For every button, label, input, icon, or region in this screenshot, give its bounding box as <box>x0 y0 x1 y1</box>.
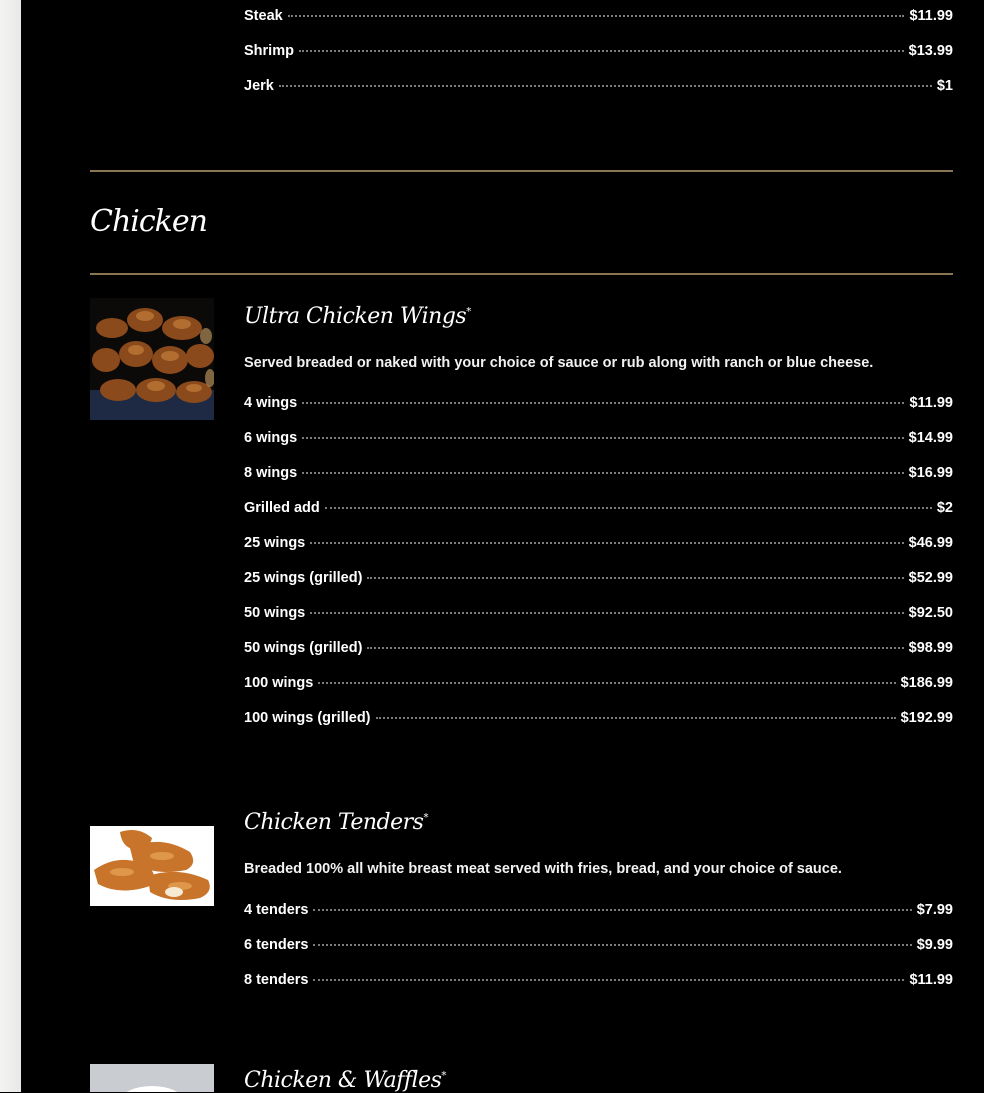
menu-row <box>244 674 953 692</box>
menu-row <box>244 499 953 517</box>
item-name: 4 tenders <box>244 902 309 918</box>
item-price: $13.99 <box>908 43 953 59</box>
dot-leader <box>302 437 903 439</box>
item-name: Steak <box>244 8 283 24</box>
menu-row <box>244 639 953 657</box>
section-divider-bottom <box>90 273 953 275</box>
tenders-title-text: Chicken Tenders <box>244 810 424 835</box>
item-price: $2 <box>936 500 953 516</box>
item-name: 6 tenders <box>244 937 309 953</box>
menu-row <box>244 936 953 954</box>
wings-asterisk: * <box>466 306 471 318</box>
dot-leader <box>313 979 904 981</box>
item-name: Shrimp <box>244 43 294 59</box>
item-name: 8 wings <box>244 465 298 481</box>
item-price: $1 <box>936 78 953 94</box>
tenders-title <box>244 810 428 835</box>
menu-row <box>244 464 953 482</box>
dot-leader <box>288 15 905 17</box>
item-price: $11.99 <box>909 395 953 411</box>
item-name: 25 wings (grilled) <box>244 570 363 586</box>
dot-leader <box>310 612 903 614</box>
item-price: $46.99 <box>908 535 953 551</box>
item-price: $192.99 <box>900 710 953 726</box>
menu-row <box>244 569 953 587</box>
tenders-description: Breaded 100% all white breast meat served with fries, bread, and your choice of sauce. <box>244 861 842 877</box>
dot-leader <box>325 507 932 509</box>
item-price: $92.50 <box>908 605 953 621</box>
menu-row <box>244 604 953 622</box>
waffles-title-text: Chicken & Waffles <box>244 1068 442 1093</box>
item-name: 4 wings <box>244 395 298 411</box>
item-name: Jerk <box>244 78 274 94</box>
wings-photo <box>90 298 214 420</box>
dot-leader <box>367 577 903 579</box>
menu-row <box>244 429 953 447</box>
tenders-photo <box>90 826 214 906</box>
item-name: 100 wings <box>244 675 314 691</box>
waffles-photo <box>90 1064 214 1092</box>
dot-leader <box>299 50 904 52</box>
item-name: Grilled add <box>244 500 320 516</box>
item-price: $9.99 <box>916 937 953 953</box>
dot-leader <box>279 85 932 87</box>
item-name: 50 wings <box>244 605 306 621</box>
item-price: $52.99 <box>908 570 953 586</box>
tenders-asterisk: * <box>423 812 428 824</box>
section-title: Chicken <box>90 204 207 239</box>
item-price: $98.99 <box>908 640 953 656</box>
wings-title-text: Ultra Chicken Wings <box>244 304 467 329</box>
item-name: 8 tenders <box>244 972 309 988</box>
item-price: $186.99 <box>900 675 953 691</box>
item-price: $11.99 <box>909 8 953 24</box>
menu-row <box>244 901 953 919</box>
menu-row <box>244 709 953 727</box>
wings-title <box>244 304 471 329</box>
dot-leader <box>313 909 911 911</box>
menu-row <box>244 77 953 95</box>
item-name: 6 wings <box>244 430 298 446</box>
dot-leader <box>310 542 903 544</box>
wings-description: Served breaded or naked with your choice of sauce or rub along with ranch or blue cheese. <box>244 355 874 371</box>
menu-row <box>244 394 953 412</box>
item-name: 50 wings (grilled) <box>244 640 363 656</box>
item-price: $7.99 <box>916 902 953 918</box>
menu-content <box>21 0 984 1092</box>
menu-row <box>244 7 953 25</box>
dot-leader <box>376 717 896 719</box>
item-name: 100 wings (grilled) <box>244 710 371 726</box>
item-price: $11.99 <box>909 972 953 988</box>
dot-leader <box>302 472 903 474</box>
dot-leader <box>302 402 904 404</box>
waffles-title <box>244 1068 446 1093</box>
menu-row <box>244 971 953 989</box>
dot-leader <box>318 682 895 684</box>
dot-leader <box>367 647 903 649</box>
section-divider-top <box>90 170 953 172</box>
page-left-strip <box>0 0 21 1092</box>
menu-row <box>244 42 953 60</box>
item-name: 25 wings <box>244 535 306 551</box>
item-price: $16.99 <box>908 465 953 481</box>
item-price: $14.99 <box>908 430 953 446</box>
menu-row <box>244 534 953 552</box>
waffles-asterisk: * <box>441 1070 446 1082</box>
dot-leader <box>313 944 911 946</box>
